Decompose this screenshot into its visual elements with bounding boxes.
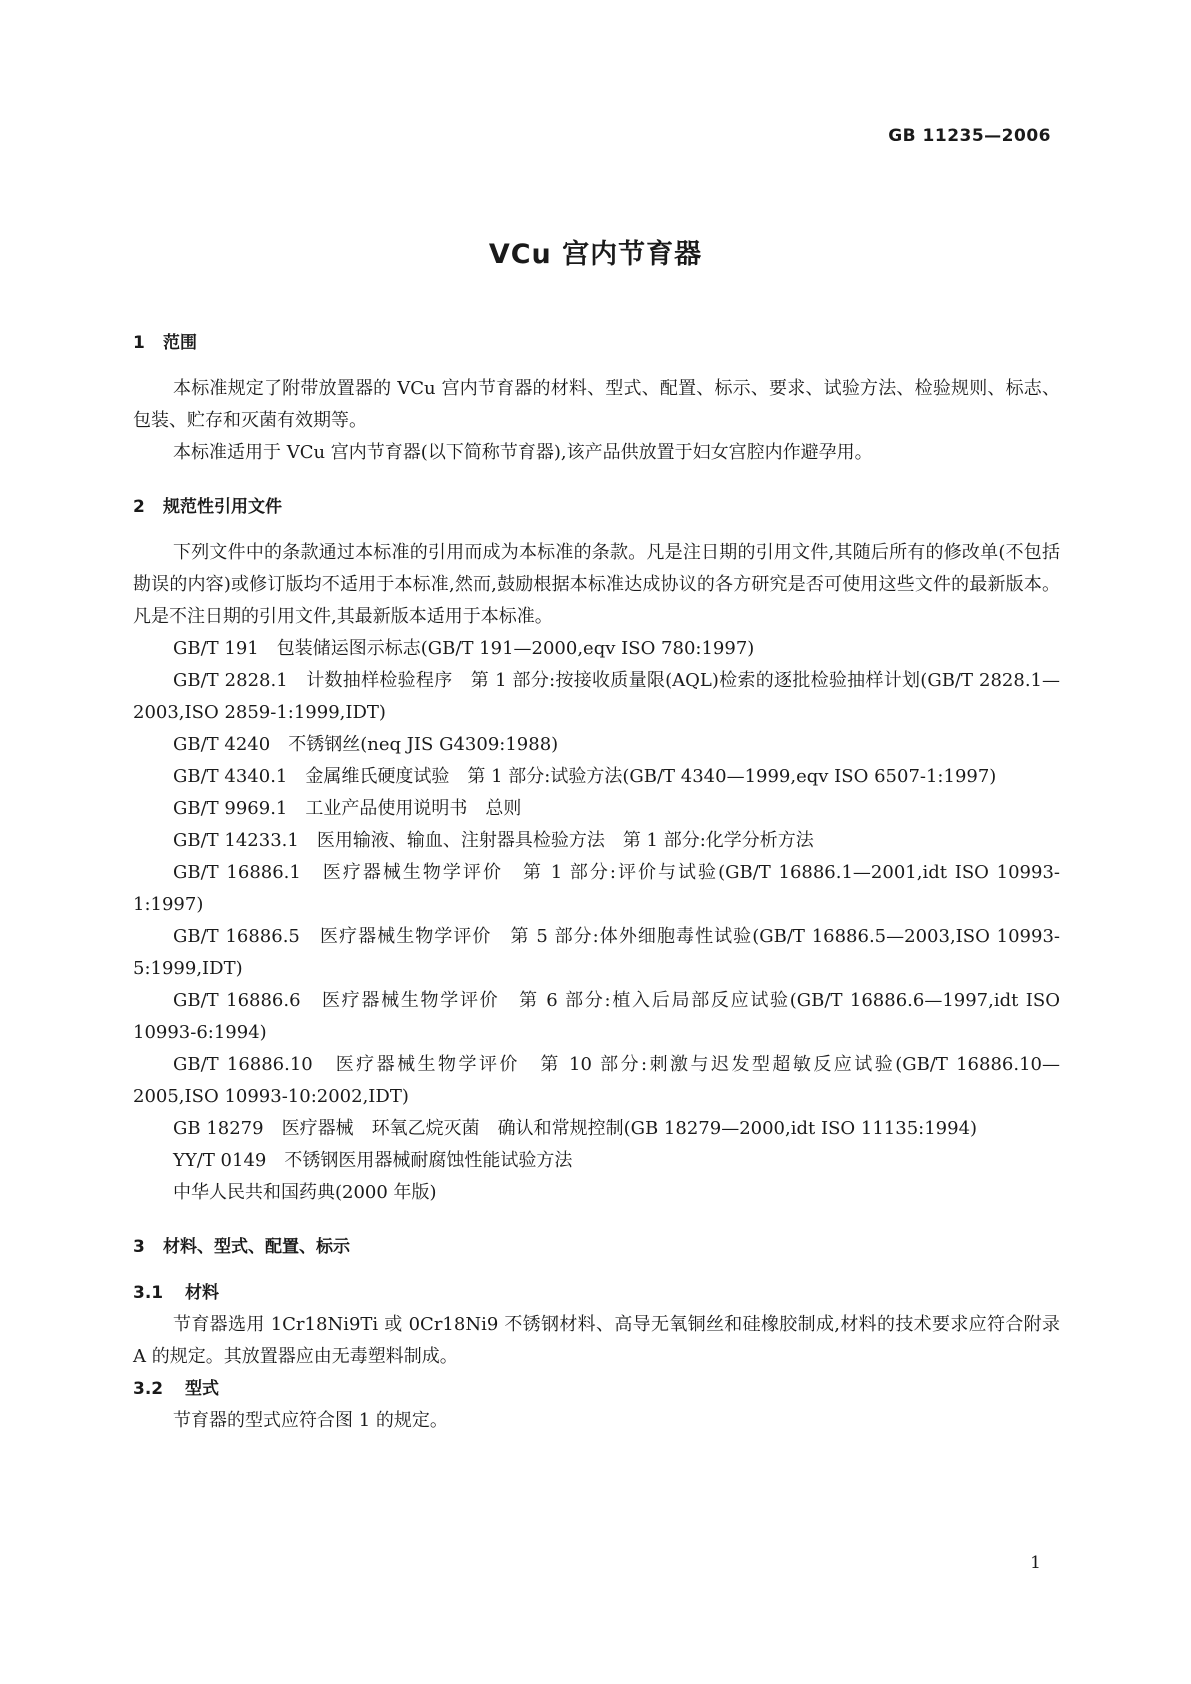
reference-item: GB/T 191 包装储运图示标志(GB/T 191—2000,eqv ISO 780:1997): [173, 638, 755, 659]
reference-item: GB/T 16886.1 医疗器械生物学评价 第 1 部分:评价与试验(GB/T 16886.1—2001,idt ISO 10993-1:1997): [133, 862, 1060, 915]
section-3-1-text: 节育器选用 1Cr18Ni9Ti 或 0Cr18Ni9 不锈钢材料、高导无氧铜丝和硅橡胶制成,材料的技术要求应符合附录 A 的规定。其放置器应由无毒塑料制成。: [133, 1314, 1060, 1367]
section-1-paragraph-1: 本标准规定了附带放置器的 VCu 宫内节育器的材料、型式、配置、标示、要求、试验方法、检验规则、标志、包装、贮存和灭菌有效期等。: [133, 378, 1060, 431]
page-number: 1: [1030, 1553, 1041, 1573]
section-3-2-number: 3.2: [133, 1379, 164, 1399]
document-title: VCu 宫内节育器: [488, 239, 703, 270]
reference-item: GB/T 4340.1 金属维氏硬度试验 第 1 部分:试验方法(GB/T 4340—1999,eqv ISO 6507-1:1997): [173, 766, 997, 787]
section-3-heading: [133, 1231, 1060, 1263]
section-2-title: 规范性引用文件: [163, 497, 282, 517]
reference-item: GB/T 16886.10 医疗器械生物学评价 第 10 部分:刺激与迟发型超敏反应试验(GB/T 16886.10—2005,ISO 10993-10:2002,IDT): [133, 1054, 1060, 1107]
standard-number: GB 11235—2006: [888, 126, 1051, 146]
document-body: [133, 327, 1060, 1437]
reference-item: GB/T 4240 不锈钢丝(neq JIS G4309:1988): [173, 734, 559, 755]
section-1-title: 范围: [163, 333, 197, 353]
reference-item: 中华人民共和国药典(2000 年版): [173, 1182, 437, 1203]
reference-item: GB/T 2828.1 计数抽样检验程序 第 1 部分:按接收质量限(AQL)检索的逐批检验抽样计划(GB/T 2828.1—2003,ISO 2859-1:1999,IDT): [133, 670, 1060, 723]
section-3-1-title: 材料: [185, 1283, 219, 1303]
section-3-1-number: 3.1: [133, 1283, 164, 1303]
section-3-title: 材料、型式、配置、标示: [163, 1237, 350, 1257]
reference-item: GB/T 9969.1 工业产品使用说明书 总则: [173, 798, 522, 819]
reference-item: GB 18279 医疗器械 环氧乙烷灭菌 确认和常规控制(GB 18279—2000,idt ISO 11135:1994): [173, 1118, 978, 1139]
section-2-heading: [133, 491, 1060, 523]
section-2-intro: 下列文件中的条款通过本标准的引用而成为本标准的条款。凡是注日期的引用文件,其随后所有的修改单(不包括勘误的内容)或修订版均不适用于本标准,然而,鼓励根据本标准达成协议的各方研究是否可使用这些文件的最新版本。凡是不注日期的引用文件,其最新版本适用于本标准。: [133, 542, 1060, 627]
section-1-heading: [133, 327, 1060, 359]
reference-item: GB/T 16886.5 医疗器械生物学评价 第 5 部分:体外细胞毒性试验(GB/T 16886.5—2003,ISO 10993-5:1999,IDT): [133, 926, 1060, 979]
reference-item: YY/T 0149 不锈钢医用器械耐腐蚀性能试验方法: [173, 1150, 573, 1171]
section-1-number: 1: [133, 333, 145, 353]
section-3-2-title: 型式: [185, 1379, 219, 1399]
section-3-number: 3: [133, 1237, 145, 1257]
section-1-paragraph-2: 本标准适用于 VCu 宫内节育器(以下简称节育器),该产品供放置于妇女宫腔内作避孕用。: [173, 442, 873, 463]
section-3-2-text: 节育器的型式应符合图 1 的规定。: [173, 1410, 448, 1431]
section-3-1-heading: [133, 1277, 1060, 1309]
section-3-2-heading: [133, 1373, 1060, 1405]
reference-item: GB/T 16886.6 医疗器械生物学评价 第 6 部分:植入后局部反应试验(GB/T 16886.6—1997,idt ISO 10993-6:1994): [133, 990, 1060, 1043]
section-2-number: 2: [133, 497, 145, 517]
reference-item: GB/T 14233.1 医用输液、输血、注射器具检验方法 第 1 部分:化学分析方法: [173, 830, 814, 851]
